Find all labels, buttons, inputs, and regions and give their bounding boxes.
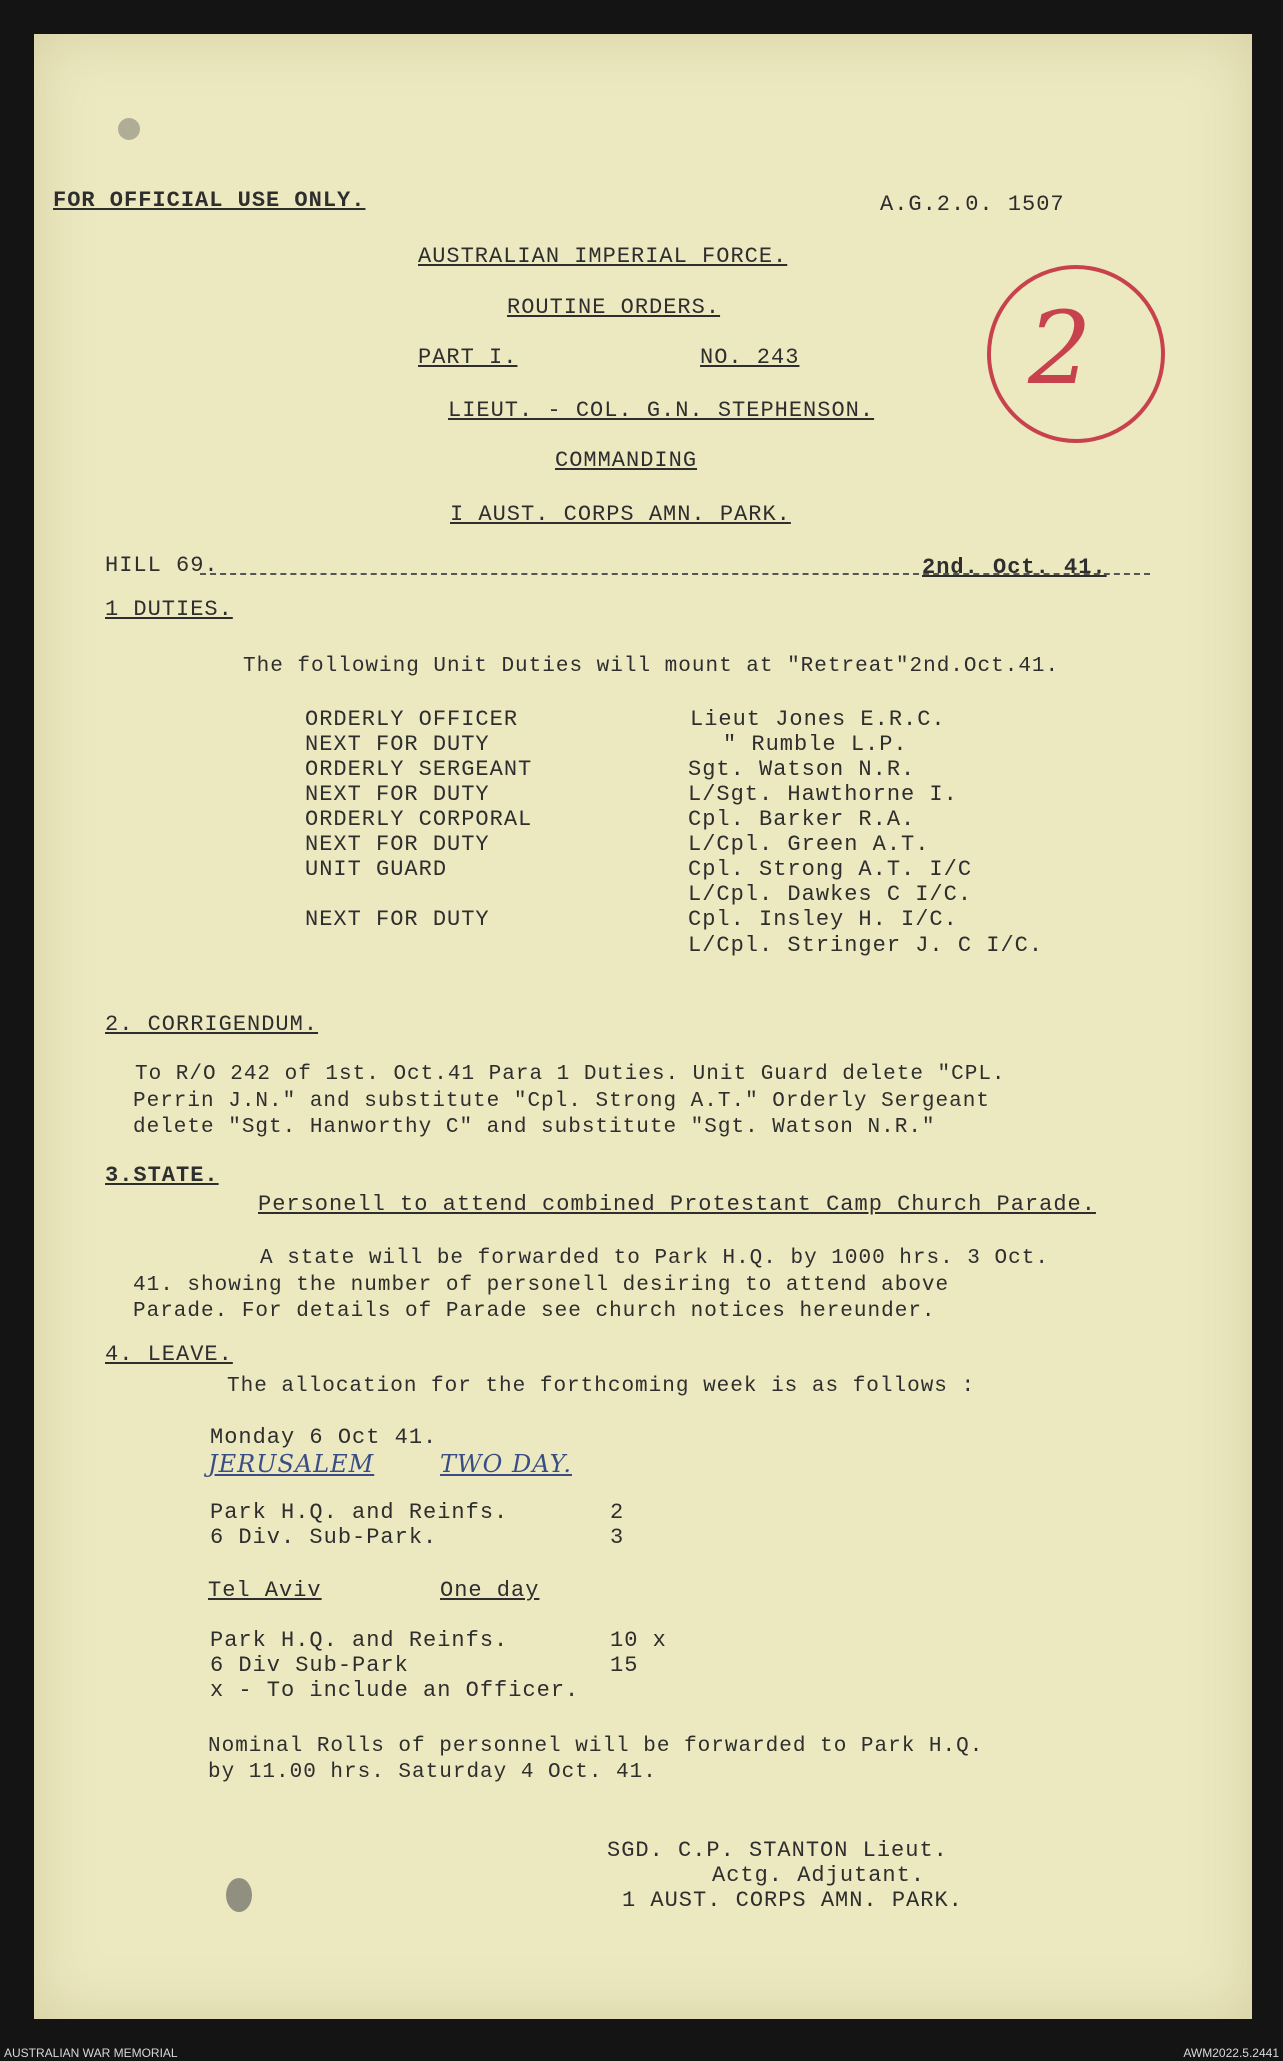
classification: FOR OFFICIAL USE ONLY. <box>53 188 366 213</box>
order-date: 2nd. Oct. 41. <box>922 555 1107 580</box>
corrigendum-heading: 2. CORRIGENDUM. <box>105 1012 319 1037</box>
duty-role: ORDERLY SERGEANT <box>305 757 533 782</box>
ink-smudge <box>118 118 140 140</box>
part-label: PART I. <box>418 345 518 370</box>
leave-unit: Park H.Q. and Reinfs. <box>210 1500 509 1525</box>
order-number: NO. 243 <box>700 345 800 370</box>
jerusalem-duration: TWO DAY. <box>440 1450 572 1478</box>
leave-day: Monday 6 Oct 41. <box>210 1425 438 1450</box>
leave-count: 10 x <box>610 1628 667 1653</box>
corrigendum-line: To R/O 242 of 1st. Oct.41 Para 1 Duties. Unit Guard delete "CPL. <box>135 1063 1006 1086</box>
leave-unit: 6 Div. Sub-Park. <box>210 1525 438 1550</box>
duty-role: NEXT FOR DUTY <box>305 732 490 757</box>
leave-unit: Park H.Q. and Reinfs. <box>210 1628 509 1653</box>
state-subheading: Personell to attend combined Protestant Camp Church Parade. <box>258 1192 1096 1217</box>
duty-role: UNIT GUARD <box>305 857 448 882</box>
duty-name: L/Sgt. Hawthorne I. <box>688 782 958 807</box>
telaviv-place: Tel Aviv <box>208 1578 322 1603</box>
duties-intro: The following Unit Duties will mount at "Retreat"2nd.Oct.41. <box>243 655 1060 678</box>
signature-unit: 1 AUST. CORPS AMN. PARK. <box>622 1888 963 1913</box>
location: HILL 69. <box>105 553 219 578</box>
leave-count: 15 <box>610 1653 639 1678</box>
officer-role: COMMANDING <box>555 448 698 473</box>
jerusalem-place: JERUSALEM <box>208 1450 375 1478</box>
duty-role: NEXT FOR DUTY <box>305 907 490 932</box>
officer-name: LIEUT. - COL. G.N. STEPHENSON. <box>448 398 875 423</box>
annotation-number: 2 <box>1028 290 1092 407</box>
duty-name: " Rumble L.P. <box>723 732 908 757</box>
duty-name: Cpl. Barker R.A. <box>688 807 916 832</box>
duties-heading: 1 DUTIES. <box>105 597 233 622</box>
corrigendum-line: delete "Sgt. Hanworthy C" and substitute "Sgt. Watson N.R." <box>133 1116 936 1139</box>
rolls-line: by 11.00 hrs. Saturday 4 Oct. 41. <box>208 1761 657 1784</box>
duty-role: NEXT FOR DUTY <box>305 782 490 807</box>
footer-right: AWM2022.5.2441 <box>1183 2046 1279 2060</box>
leave-note: x - To include an Officer. <box>210 1678 580 1703</box>
leave-count: 3 <box>610 1525 625 1550</box>
rolls-line: Nominal Rolls of personnel will be forwarded to Park H.Q. <box>208 1735 984 1758</box>
leave-heading: 4. LEAVE. <box>105 1342 233 1367</box>
footer-left: AUSTRALIAN WAR MEMORIAL <box>4 2046 178 2060</box>
duty-name: Cpl. Insley H. I/C. <box>688 907 958 932</box>
force-title: AUSTRALIAN IMPERIAL FORCE. <box>418 244 788 269</box>
duty-role: NEXT FOR DUTY <box>305 832 490 857</box>
leave-unit: 6 Div Sub-Park <box>210 1653 409 1678</box>
doc-type: ROUTINE ORDERS. <box>507 295 721 320</box>
state-heading: 3.STATE. <box>105 1163 219 1188</box>
state-line: 41. showing the number of personell desiring to attend above <box>133 1274 950 1297</box>
signature-title: Actg. Adjutant. <box>712 1863 926 1888</box>
duty-name: L/Cpl. Dawkes C I/C. <box>688 882 973 907</box>
leave-count: 2 <box>610 1500 625 1525</box>
leave-intro: The allocation for the forthcoming week is as follows : <box>227 1375 976 1398</box>
duty-name: Cpl. Strong A.T. I/C <box>688 857 973 882</box>
duty-name: Lieut Jones E.R.C. <box>690 707 946 732</box>
state-line: A state will be forwarded to Park H.Q. by 1000 hrs. 3 Oct. <box>260 1247 1049 1270</box>
ink-smudge <box>226 1878 252 1912</box>
telaviv-duration: One day <box>440 1578 540 1603</box>
signature-name: SGD. C.P. STANTON Lieut. <box>607 1838 948 1863</box>
unit-name: I AUST. CORPS AMN. PARK. <box>450 502 791 527</box>
corrigendum-line: Perrin J.N." and substitute "Cpl. Strong A.T." Orderly Sergeant <box>133 1090 990 1113</box>
duty-name: L/Cpl. Stringer J. C I/C. <box>688 933 1044 958</box>
duty-role: ORDERLY OFFICER <box>305 707 519 732</box>
duty-name: Sgt. Watson N.R. <box>688 757 916 782</box>
duty-role: ORDERLY CORPORAL <box>305 807 533 832</box>
duty-name: L/Cpl. Green A.T. <box>688 832 930 857</box>
received-stamp: A.G.2.0. 1507 <box>880 192 1065 217</box>
state-line: Parade. For details of Parade see church notices hereunder. <box>133 1300 936 1323</box>
